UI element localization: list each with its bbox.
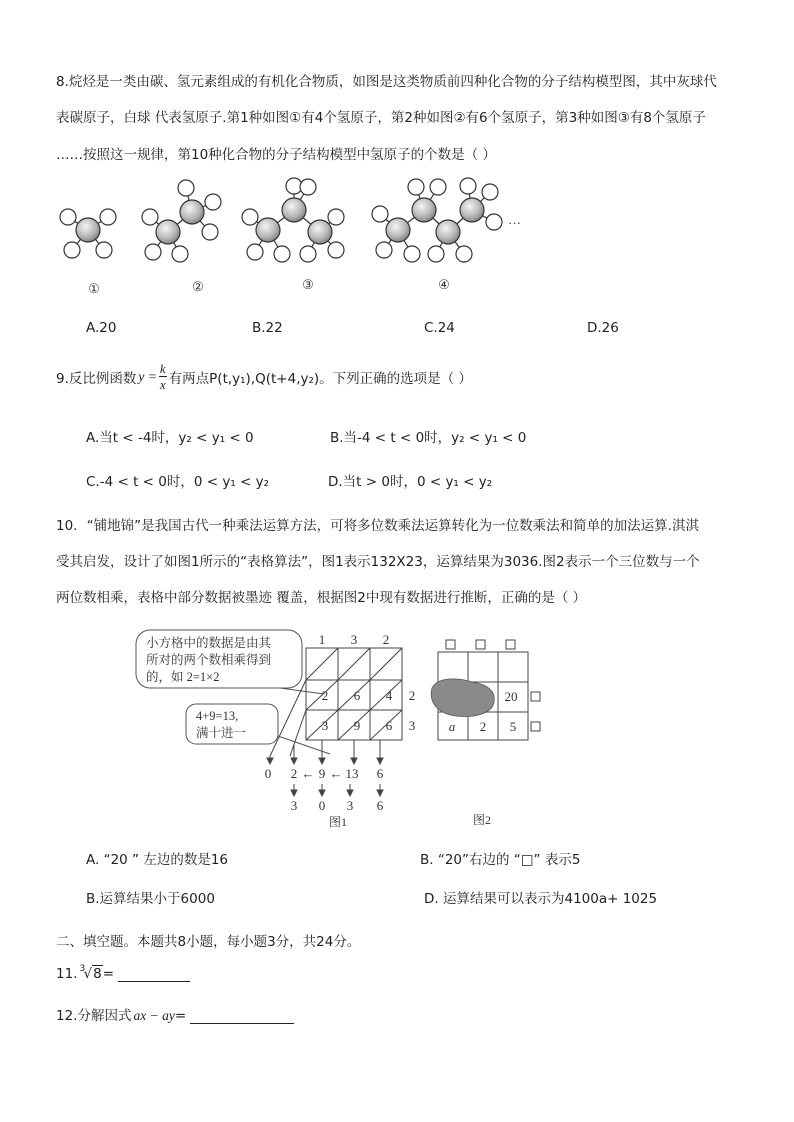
q9-y-eq: y =: [138, 368, 157, 384]
q9-frac-num: k: [159, 361, 166, 376]
q8-option-a: A.20: [86, 320, 117, 336]
fig1-result: 6: [376, 798, 384, 813]
callout2-line1: 4+9=13,: [196, 709, 239, 723]
molecule-1: [60, 209, 116, 258]
q9-option-d: D.当t > 0时，0 < y₁ < y₂: [328, 474, 493, 490]
figure-label-1: ①: [88, 281, 100, 296]
molecule-figure: [50, 172, 530, 300]
fig1-sum: 13: [345, 766, 359, 781]
q11: [56, 966, 190, 982]
q10-option-a: A. “20 ” 左边的数是16: [86, 852, 229, 868]
fig1-top-digit-3: 2: [382, 632, 390, 647]
q9-fraction: [159, 362, 167, 391]
q11-answer-blank[interactable]: [118, 969, 190, 982]
figure-label-3: ③: [302, 277, 314, 292]
q8-line3: ……按照这一规律，第10种化合物的分子结构模型中氢原子的个数是（ ）: [56, 147, 496, 163]
callout1-line2: 所对的两个数相乘得到: [146, 653, 272, 667]
q10-option-b: B. “20”右边的 “□” 表示5: [420, 852, 581, 868]
q11-root-index: 3: [79, 964, 86, 974]
q11-eq: =: [102, 966, 114, 982]
fig1-sum: 2: [290, 766, 298, 781]
callout1-line1: 小方格中的数据是由其: [146, 636, 272, 650]
fig1-top-digit-2: 3: [350, 632, 358, 647]
q9-stem: [56, 362, 472, 391]
molecule-3: [242, 178, 344, 262]
fig2-cell-5: 5: [509, 719, 517, 734]
fig1-cell: 6: [353, 688, 361, 703]
fig1-sum: 9: [318, 766, 326, 781]
q8-line1: 8.烷烃是一类由碳、氢元素组成的有机化合物质，如图是这类物质前四种化合物的分子结构模型图，其中灰球代: [56, 74, 717, 90]
callout1-line3: 的，如 2=1×2: [146, 670, 220, 684]
fig1-sum: 6: [376, 766, 384, 781]
fig1-cell: 3: [321, 718, 329, 733]
q9-prefix: 9.反比例函数: [56, 370, 137, 387]
q9-option-b: B.当-4 < t < 0时，y₂ < y₁ < 0: [330, 430, 527, 446]
q11-prefix: 11.: [56, 966, 78, 982]
figure-label-4: ④: [438, 277, 450, 292]
callout-rule: [136, 630, 324, 694]
q10-line1: 10．“铺地锦”是我国古代一种乘法运算方法，可将多位数乘法运算转化为一位数乘法和简单的加法运算.淇淇: [56, 518, 699, 534]
figure-label-2: ②: [192, 279, 204, 294]
fig1-sum: 0: [264, 766, 272, 781]
q12-answer-blank[interactable]: [190, 1011, 294, 1024]
fig1-result: 0: [318, 798, 326, 813]
q9-suffix: 有两点P(t,y₁),Q(t+4,y₂)。下列正确的选项是（ ）: [168, 370, 472, 387]
q12-prefix: 12.分解因式: [56, 1008, 132, 1024]
q11-radicand: 8: [93, 966, 102, 982]
section-heading: 二、填空题。本题共8小题，每小题3分，共24分。: [56, 934, 361, 950]
fig1-caption: 图1: [328, 815, 348, 829]
fig1-top-digit-1: 1: [318, 632, 326, 647]
q10-line3: 两位数相乘，表格中部分数据被墨迹 覆盖，根据图2中现有数据进行推断，正确的是（ ）: [56, 590, 587, 606]
q9-option-c: C.-4 < t < 0时，0 < y₁ < y₂: [86, 474, 270, 490]
molecule-2: [142, 180, 221, 262]
fig2-cell-a: a: [448, 719, 456, 734]
molecule-ellipsis: …: [508, 212, 521, 227]
q11-cube-root: 3 √8: [79, 964, 102, 982]
q10-option-c: B.运算结果小于6000: [86, 891, 215, 907]
fig1-result: 3: [290, 798, 298, 813]
fig1-cell: 2: [321, 688, 329, 703]
ink-blot: [431, 679, 494, 717]
q8-line2: 表碳原子，白球 代表氢原子.第1种如图①有4个氢原子，第2种如图②有6个氢原子，第3种如图③有8个氢原子: [56, 110, 706, 126]
molecule-4: [372, 178, 502, 262]
fig2-caption: 图2: [472, 813, 492, 827]
q8-option-c: C.24: [424, 320, 455, 336]
fig2-cell-2: 2: [479, 719, 487, 734]
fig1-right-digit-1: 2: [408, 688, 416, 703]
fig1-cell: 4: [385, 688, 393, 703]
callout2-line2: 满十进一: [196, 726, 247, 740]
fig2-cell-20: 20: [504, 689, 518, 704]
fig1-cell: 9: [353, 718, 361, 733]
fig1-sum-arrow: ←: [329, 766, 343, 781]
q12: [56, 1004, 294, 1024]
fig1-right-digit-2: 3: [408, 718, 416, 733]
callout-carry: [186, 704, 330, 754]
q8-option-d: D.26: [587, 320, 619, 336]
q10-option-d: D. 运算结果可以表示为4100a+ 1025: [424, 891, 658, 907]
q10-line2: 受其启发，设计了如图1所示的“表格算法”，图1表示132X23，运算结果为3036.图2表示一个三位数与一个: [56, 554, 700, 570]
lattice-multiplication-figure: [130, 626, 550, 832]
q12-eq: =: [174, 1008, 187, 1024]
q8-option-b: B.22: [252, 320, 283, 336]
fig1-result: 3: [346, 798, 354, 813]
q12-expr: ax − ay: [133, 1008, 175, 1023]
q9-option-a: A.当t < -4时，y₂ < y₁ < 0: [86, 430, 254, 446]
q9-frac-den: x: [159, 377, 166, 392]
fig1-sum-arrow: ←: [301, 766, 315, 781]
fig1-cell: 6: [385, 718, 393, 733]
